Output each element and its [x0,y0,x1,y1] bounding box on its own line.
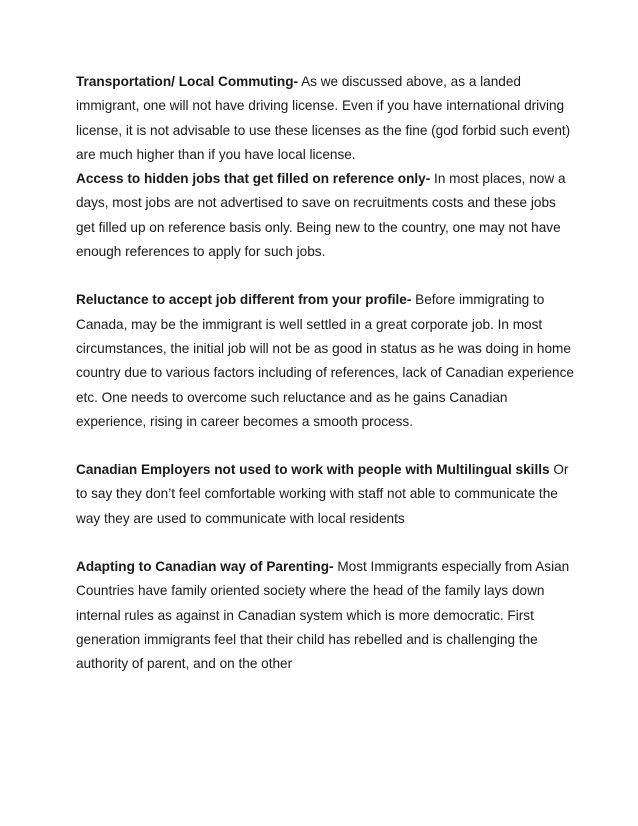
paragraph-spacer [76,434,578,458]
body-parenting: Most Immigrants especially from Asian Countries have family oriented society where the head of the family lays down internal rules as against in Canadian system which is more democratic. First generation immigrants feel that their child has rebelled and is challenging the authority of parent, and on the other [76,559,570,672]
paragraph-spacer [76,264,578,288]
body-multilingual: Or to say they don’t feel comfortable working with staff not able to communicate the way they are used to communicate with local residents [76,462,569,526]
heading-multilingual: Canadian Employers not used to work with people with Multilingual skills [76,462,550,478]
body-reluctance: Before immigrating to Canada, may be the immigrant is well settled in a great corporate job. In most circumstances, the initial job will not be as good in status as he was doing in home country due to various factors including of references, lack of Canadian experience etc. One needs to overcome such reluctance and as he gains Canadian experience, rising in career becomes a smooth process. [76,292,574,429]
paragraph-parenting [76,555,578,676]
paragraph-spacer [76,531,578,555]
paragraph-multilingual [76,458,578,531]
heading-parenting: Adapting to Canadian way of Parenting- [76,559,334,575]
heading-transportation: Transportation/ Local Commuting- [76,74,299,89]
paragraph-transportation [76,70,578,167]
heading-hidden-jobs: Access to hidden jobs that get filled on reference only- [76,171,431,187]
body-transportation: As we discussed above, as a landed immigrant, one will not have driving license. Even if you have international driving license, it is not advisable to use these licenses as the fine (god forbid such event) are much higher than if you have local license. [76,74,571,162]
heading-reluctance: Reluctance to accept job different from your profile- [76,292,412,308]
body-hidden-jobs: In most places, now a days, most jobs are not advertised to save on recruitments costs and these jobs get filled up on reference basis only. Being new to the country, one may not have enough references to apply for such jobs. [76,171,566,260]
paragraph-hidden-jobs [76,167,578,264]
paragraph-reluctance [76,288,578,434]
